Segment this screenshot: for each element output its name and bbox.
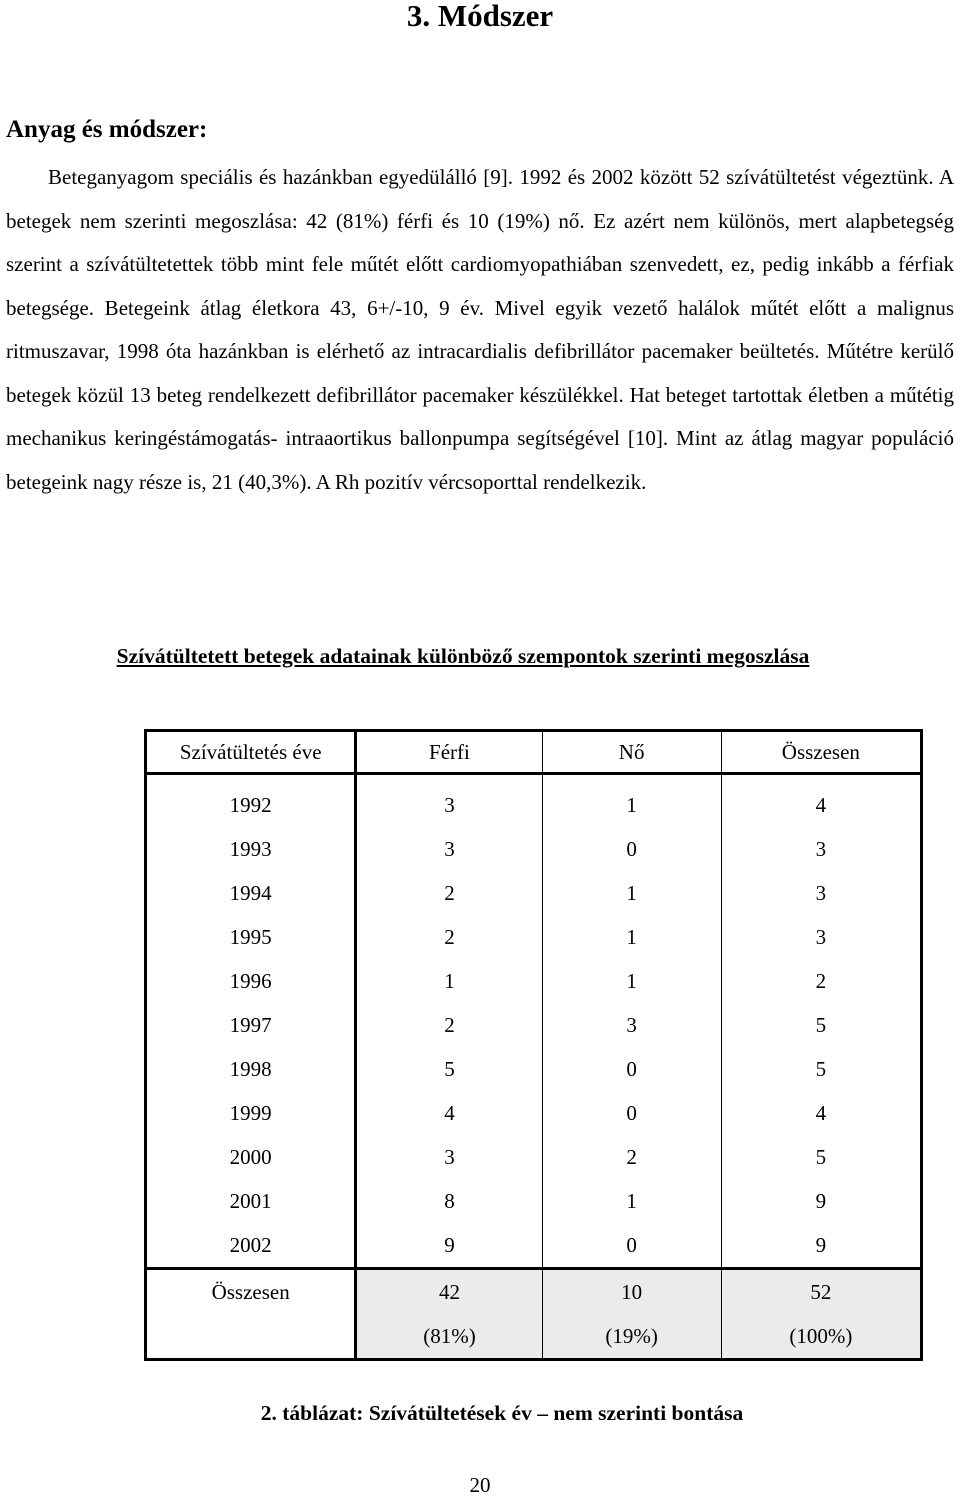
cell-total: 3 bbox=[721, 827, 921, 871]
total-male-cell bbox=[356, 1269, 542, 1360]
table-row bbox=[146, 1223, 922, 1269]
table-row bbox=[146, 1047, 922, 1091]
transplant-table bbox=[144, 729, 923, 1361]
total-male: 42 bbox=[438, 1280, 460, 1304]
cell-total: 5 bbox=[721, 1003, 921, 1047]
cell-year: 1995 bbox=[146, 915, 356, 959]
total-male-percent: (81%) bbox=[423, 1324, 476, 1348]
table-row bbox=[146, 871, 922, 915]
cell-male: 3 bbox=[356, 827, 542, 871]
cell-male: 5 bbox=[356, 1047, 542, 1091]
cell-male: 3 bbox=[356, 1135, 542, 1179]
header-male: Férfi bbox=[356, 731, 542, 774]
cell-year: 2000 bbox=[146, 1135, 356, 1179]
cell-year: 1997 bbox=[146, 1003, 356, 1047]
cell-male: 1 bbox=[356, 959, 542, 1003]
table-row bbox=[146, 915, 922, 959]
cell-year: 1999 bbox=[146, 1091, 356, 1135]
cell-year: 1996 bbox=[146, 959, 356, 1003]
page-number: 20 bbox=[469, 1473, 491, 1497]
cell-male: 8 bbox=[356, 1179, 542, 1223]
cell-male: 3 bbox=[356, 774, 542, 828]
cell-female: 1 bbox=[542, 871, 721, 915]
table-row bbox=[146, 774, 922, 828]
cell-female: 1 bbox=[542, 774, 721, 828]
cell-female: 1 bbox=[542, 915, 721, 959]
total-female-percent: (19%) bbox=[605, 1324, 658, 1348]
page-title: 3. Módszer bbox=[406, 0, 554, 33]
cell-total: 5 bbox=[721, 1047, 921, 1091]
total-all-cell bbox=[721, 1269, 921, 1360]
cell-female: 3 bbox=[542, 1003, 721, 1047]
cell-male: 2 bbox=[356, 871, 542, 915]
cell-female: 0 bbox=[542, 1223, 721, 1269]
header-total: Összesen bbox=[721, 731, 921, 774]
header-year: Szívátültetés éve bbox=[146, 731, 356, 774]
cell-male: 2 bbox=[356, 1003, 542, 1047]
cell-year: 2002 bbox=[146, 1223, 356, 1269]
table-heading: Szívátültetett betegek adatainak különböző szempontok szerinti megoszlása bbox=[116, 644, 810, 668]
total-female: 10 bbox=[621, 1280, 643, 1304]
table-row bbox=[146, 1003, 922, 1047]
cell-female: 0 bbox=[542, 827, 721, 871]
cell-total: 9 bbox=[721, 1223, 921, 1269]
table-row bbox=[146, 1135, 922, 1179]
section-heading: Anyag és módszer: bbox=[6, 116, 208, 143]
cell-year: 2001 bbox=[146, 1179, 356, 1223]
cell-total: 2 bbox=[721, 959, 921, 1003]
cell-year: 1993 bbox=[146, 827, 356, 871]
cell-total: 3 bbox=[721, 915, 921, 959]
total-label bbox=[146, 1269, 356, 1360]
cell-total: 9 bbox=[721, 1179, 921, 1223]
total-label-text: Összesen bbox=[211, 1280, 290, 1304]
body-paragraph: Beteganyagom speciális és hazánkban egyedülálló [9]. 1992 és 2002 között 52 szívátültetést végeztünk. A betegek nem szerinti megoszlása: 42 (81%) férfi és 10 (19%) nő. Ez azért nem különös, mert alapbetegség szerint a szívátültetettek több mint fele műtét előtt cardiomyopathiában szenvedett, ez, pedig inkább a férfiak betegsége. Betegeink átlag életkora 43, 6+/-10, 9 év. Mivel egyik vezető halálok műtét előtt a malignus ritmuszavar, 1998 óta hazánkban is elérhető az intracardialis defibrillátor pacemaker beültetés. Műtétre kerülő betegek közül 13 beteg rendelkezett defibrillátor pacemaker készülékkel. Hat beteget tartottak életben a műtétig mechanikus keringéstámogatás- intraaortikus ballonpumpa segítségével [10]. Mint az átlag magyar populáció betegeink nagy része is, 21 (40,3%). A Rh pozitív vércsoporttal rendelkezik. bbox=[6, 165, 954, 494]
total-all-percent: (100%) bbox=[789, 1324, 853, 1348]
cell-male: 2 bbox=[356, 915, 542, 959]
cell-female: 2 bbox=[542, 1135, 721, 1179]
table-row bbox=[146, 1091, 922, 1135]
header-female: Nő bbox=[542, 731, 721, 774]
total-row bbox=[146, 1269, 922, 1360]
table-row bbox=[146, 959, 922, 1003]
total-all: 52 bbox=[810, 1280, 832, 1304]
table-header-row bbox=[146, 731, 922, 774]
cell-male: 4 bbox=[356, 1091, 542, 1135]
table-row bbox=[146, 1179, 922, 1223]
cell-female: 1 bbox=[542, 1179, 721, 1223]
table-row bbox=[146, 827, 922, 871]
cell-male: 9 bbox=[356, 1223, 542, 1269]
cell-total: 5 bbox=[721, 1135, 921, 1179]
cell-female: 0 bbox=[542, 1091, 721, 1135]
cell-total: 4 bbox=[721, 1091, 921, 1135]
cell-total: 4 bbox=[721, 774, 921, 828]
table-caption: 2. táblázat: Szívátültetések év – nem szerinti bontása bbox=[260, 1401, 744, 1425]
cell-year: 1994 bbox=[146, 871, 356, 915]
cell-female: 0 bbox=[542, 1047, 721, 1091]
cell-year: 1998 bbox=[146, 1047, 356, 1091]
cell-total: 3 bbox=[721, 871, 921, 915]
total-female-cell bbox=[542, 1269, 721, 1360]
cell-female: 1 bbox=[542, 959, 721, 1003]
cell-year: 1992 bbox=[146, 774, 356, 828]
